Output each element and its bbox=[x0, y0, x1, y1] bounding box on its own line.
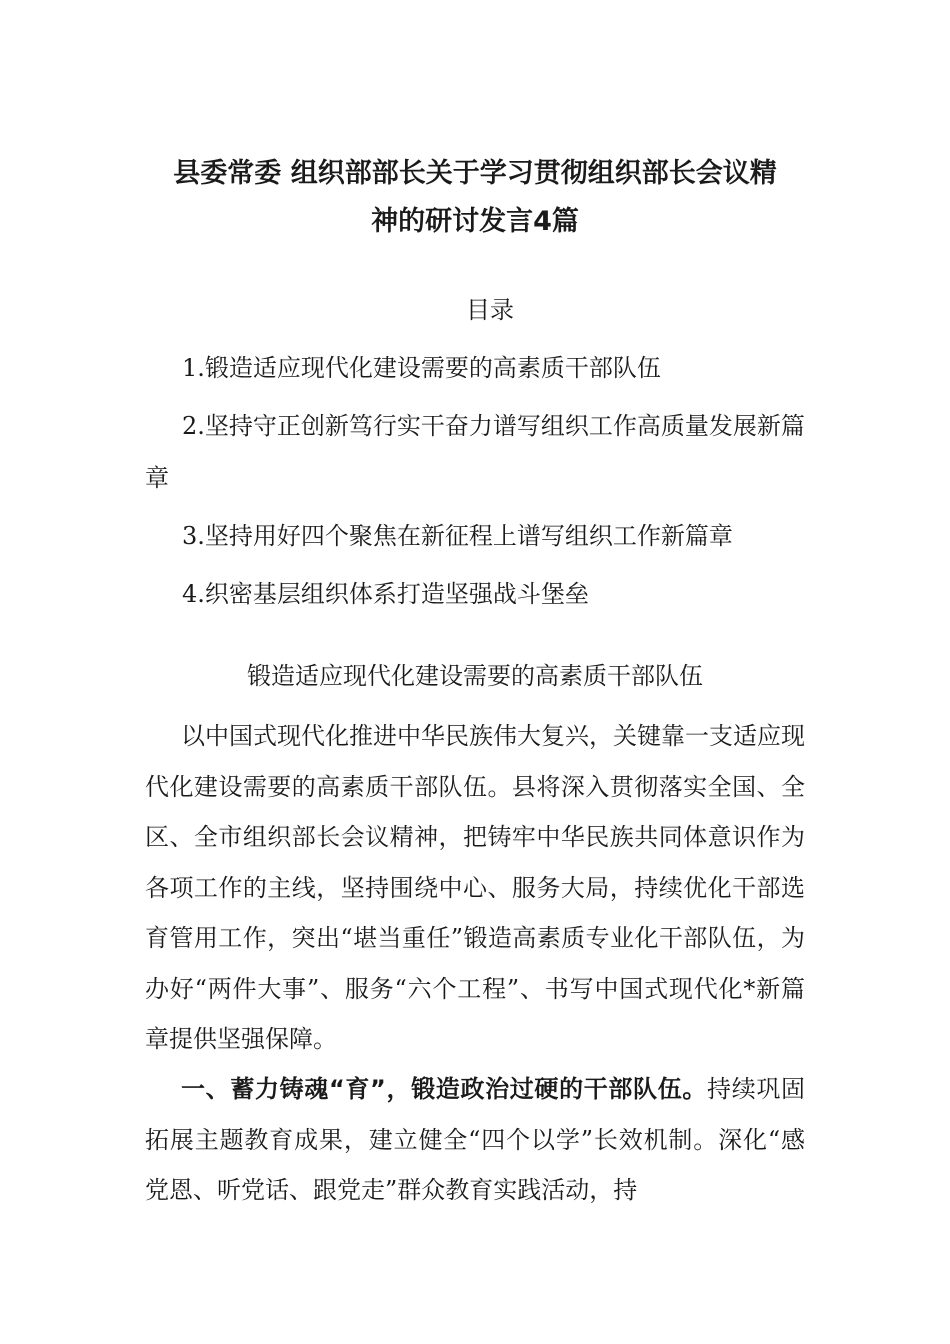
toc-heading: 目录 bbox=[466, 296, 514, 324]
body-paragraph-1: 以中国式现代化推进中华民族伟大复兴，关键靠一支适应现代化建设需要的高素质干部队伍。县将深入贯彻落实全国、全区、全市组织部长会议精神，把铸牢中华民族共同体意识作为各项工作的主线，坚持围绕中心、服务大局，持续优化干部选育管用工作，突出“堪当重任”锻造高素质专业化干部队伍，为办好“两件大事”、服务“六个工程”、书写中国式现代化*新篇章提供坚强保障。 bbox=[145, 722, 805, 1053]
section-title: 锻造适应现代化建设需要的高素质干部队伍 bbox=[247, 662, 703, 690]
paragraph-body-text: 持续巩固拓展主题教育成果，建立健全“四个以学”长效机制。深化“感党恩、听党话、跟党走”群众教育实践活动，持 bbox=[145, 1075, 806, 1204]
document-title bbox=[145, 150, 805, 246]
toc-item-1: 1.锻造适应现代化建设需要的高素质干部队伍 bbox=[182, 354, 661, 382]
toc-item-3: 3.坚持用好四个聚焦在新征程上谱写组织工作新篇章 bbox=[182, 522, 733, 550]
toc-item-2: 2.坚持守正创新笃行实干奋力谱写组织工作高质量发展新篇章 bbox=[145, 412, 805, 492]
table-of-contents bbox=[145, 342, 805, 620]
document-title-line-1: 县委常委 组织部部长关于学习贯彻组织部长会议精 bbox=[173, 158, 777, 189]
body-paragraph-2 bbox=[145, 1064, 805, 1216]
paragraph-lead-heading: 一、蓄力铸魂“育”，锻造政治过硬的干部队伍。 bbox=[181, 1075, 708, 1103]
document-title-line-2: 神的研讨发言4篇 bbox=[371, 206, 579, 237]
toc-item-4: 4.织密基层组织体系打造坚强战斗堡垒 bbox=[182, 580, 589, 608]
